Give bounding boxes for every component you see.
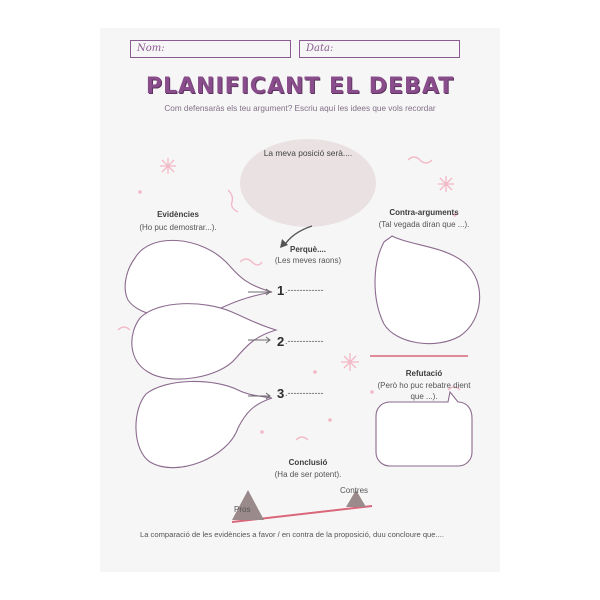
position-prompt: La meva posició serà....	[263, 148, 353, 158]
counter-argument-bubble[interactable]	[375, 236, 480, 344]
conclusion-heading: Conclusió	[288, 458, 328, 467]
name-label: Nom:	[137, 43, 165, 54]
counter-hint: (Tal vegada diran que ...).	[378, 220, 470, 229]
sparkle-icon	[160, 158, 176, 174]
date-label: Data:	[306, 43, 334, 54]
reason-number-3: 3	[277, 386, 285, 401]
pros-label: Pros	[234, 505, 251, 514]
reason-number-1: 1	[277, 283, 285, 298]
squiggle-icon	[296, 437, 308, 440]
squiggle-icon	[408, 157, 432, 163]
position-arrow	[284, 226, 312, 246]
rebuttal-hint-line-1: (Però ho puc rebatre dient	[377, 381, 471, 390]
evidences-hint: (Ho puc demostrar...).	[139, 223, 217, 232]
rebuttal-heading: Refutació	[405, 369, 443, 378]
cons-label: Contres	[340, 486, 369, 495]
sparkle-icon	[438, 176, 454, 192]
counter-heading: Contra-arguments	[389, 208, 459, 217]
evidence-bubble-3[interactable]	[136, 381, 272, 467]
reason-line-1[interactable]: .------------	[285, 285, 324, 295]
page-subtitle: Com defensaràs els teu argument? Escriu aquí les idees que vols recordar	[164, 104, 436, 113]
squiggle-icon	[228, 190, 238, 212]
rebuttal-hint-line-2: que ...).	[410, 392, 438, 401]
reasons-heading: Perquè....	[289, 245, 326, 254]
reason-line-2[interactable]: .------------	[285, 336, 324, 346]
footer-text: La comparació de les evidències a favor / en contra de la proposició, duu concloure que....	[140, 530, 444, 539]
sparkle-icon	[341, 353, 359, 371]
reason-arrows	[248, 289, 270, 399]
evidences-heading: Evidències	[157, 210, 199, 219]
rebuttal-bubble[interactable]	[376, 392, 472, 466]
squiggle-icon	[118, 327, 130, 330]
reason-number-2: 2	[277, 334, 285, 349]
reason-line-3[interactable]: .------------	[285, 388, 324, 398]
squiggle-icon	[240, 259, 262, 265]
reasons-hint: (Les meves raons)	[274, 256, 342, 265]
conclusion-hint: (Ha de ser potent).	[274, 470, 342, 479]
page-title: PLANIFICANT EL DEBAT	[145, 74, 455, 99]
evidence-bubble-2[interactable]	[132, 304, 276, 379]
